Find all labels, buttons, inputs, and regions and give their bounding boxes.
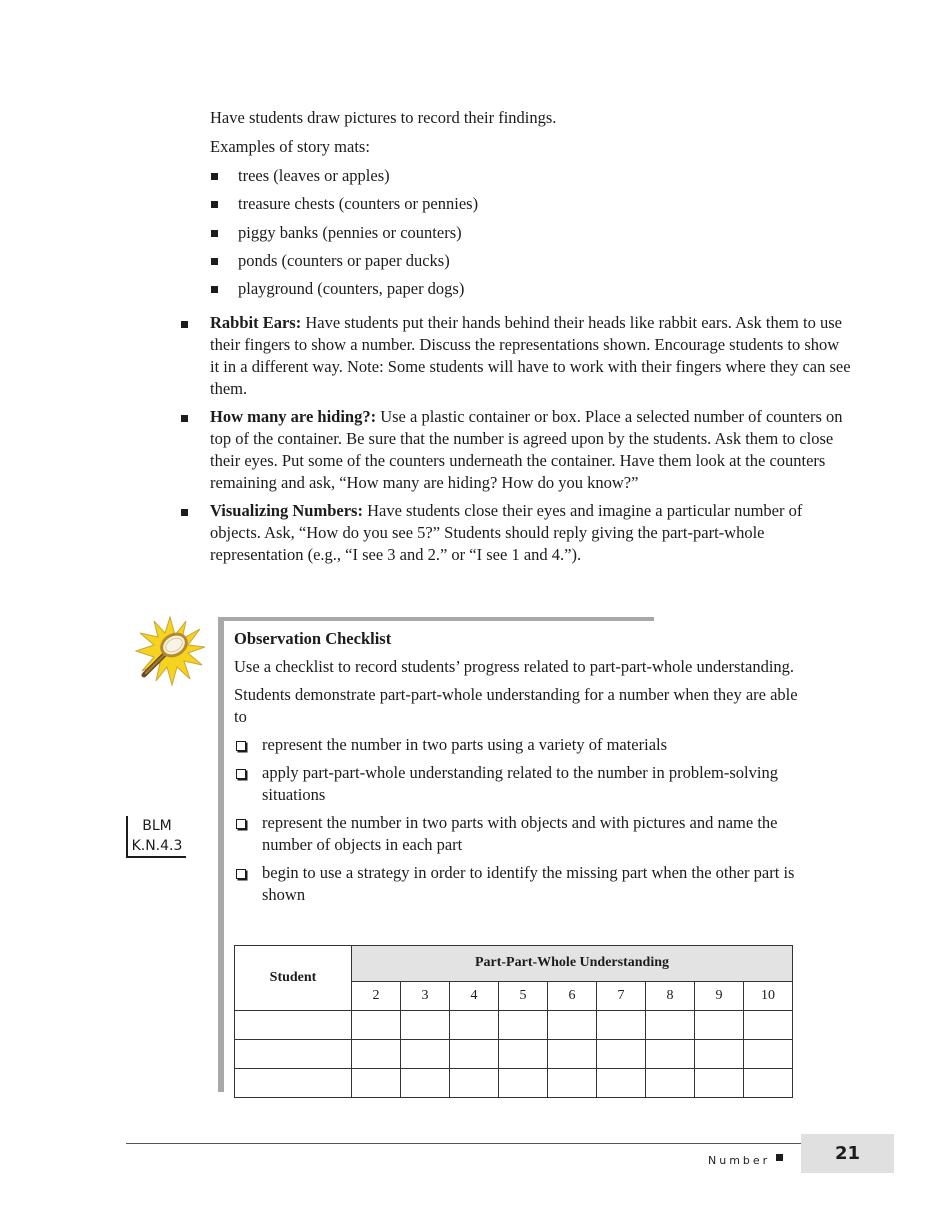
number-header: 5 (499, 981, 548, 1010)
table-row (235, 1069, 793, 1098)
bullet-square-icon (211, 230, 218, 237)
footer-section-label: Number (708, 1154, 771, 1167)
criteria-list (234, 734, 804, 906)
table-cell[interactable] (597, 1011, 646, 1040)
table-cell[interactable] (744, 1069, 793, 1098)
table-cell[interactable] (352, 1040, 401, 1069)
table-cell[interactable] (695, 1011, 744, 1040)
checklist-top-rule (218, 617, 654, 621)
bullet-square-icon (211, 286, 218, 293)
list-item: playground (counters, paper dogs) (210, 278, 830, 306)
blm-reference: BLM K.N.4.3 (126, 816, 186, 858)
intro-section (210, 107, 830, 306)
student-name-cell[interactable] (235, 1040, 352, 1069)
criteria-item: represent the number in two parts using a variety of materials (234, 734, 804, 756)
table-cell[interactable] (401, 1011, 450, 1040)
checklist-title: Observation Checklist (234, 629, 392, 648)
table-cell[interactable] (401, 1040, 450, 1069)
number-header: 8 (646, 981, 695, 1010)
bullet-square-icon (181, 509, 188, 516)
number-header: 2 (352, 981, 401, 1010)
checkbox-icon (236, 869, 246, 879)
number-header: 6 (548, 981, 597, 1010)
table-cell[interactable] (548, 1040, 597, 1069)
activity-how-many-hiding: How many are hiding?: Use a plastic container or box. Place a selected number of counters on top of the container. Be sure that the number is agreed upon by the students. Ask them to close their eyes. Put some of the counters underneath the container. Have them look at the counters remaining and ask, “How many are hiding? How do you know?” (180, 406, 852, 494)
checkbox-icon (236, 819, 246, 829)
observation-table (234, 945, 793, 1098)
number-header: 7 (597, 981, 646, 1010)
table-cell[interactable] (352, 1069, 401, 1098)
footer-rule (126, 1143, 802, 1144)
page-number: 21 (801, 1134, 894, 1173)
story-mats-list (210, 165, 830, 306)
list-item: treasure chests (counters or pennies) (210, 193, 830, 221)
number-header: 9 (695, 981, 744, 1010)
table-cell[interactable] (695, 1069, 744, 1098)
table-cell[interactable] (499, 1040, 548, 1069)
bullet-square-icon (211, 201, 218, 208)
table-cell[interactable] (597, 1040, 646, 1069)
criteria-item: apply part-part-whole understanding related to the number in problem-solving situations (234, 762, 804, 806)
table-cell[interactable] (450, 1011, 499, 1040)
table-cell[interactable] (499, 1011, 548, 1040)
list-item: trees (leaves or apples) (210, 165, 830, 193)
table-cell[interactable] (744, 1011, 793, 1040)
observation-checklist (234, 628, 804, 912)
table-cell[interactable] (646, 1011, 695, 1040)
number-header: 3 (401, 981, 450, 1010)
table-cell[interactable] (646, 1069, 695, 1098)
bullet-square-icon (211, 258, 218, 265)
table-cell[interactable] (450, 1069, 499, 1098)
table-cell[interactable] (548, 1069, 597, 1098)
student-name-cell[interactable] (235, 1069, 352, 1098)
table-cell[interactable] (548, 1011, 597, 1040)
table-cell[interactable] (352, 1011, 401, 1040)
checklist-criteria-intro: Students demonstrate part-part-whole understanding for a number when they are able to (234, 685, 798, 726)
magnifying-glass-icon (134, 615, 206, 687)
intro-line-examples: Examples of story mats: (210, 137, 370, 156)
table-cell[interactable] (401, 1069, 450, 1098)
checklist-side-rule (218, 617, 224, 1092)
bullet-square-icon (181, 415, 188, 422)
activities-list (180, 312, 852, 572)
table-cell[interactable] (597, 1069, 646, 1098)
criteria-item: represent the number in two parts with objects and with pictures and name the number of objects in each part (234, 812, 804, 856)
student-column-header: Student (235, 946, 352, 1011)
checkbox-icon (236, 769, 246, 779)
checkbox-icon (236, 741, 246, 751)
understanding-column-header: Part-Part-Whole Understanding (352, 946, 793, 982)
list-item: piggy banks (pennies or counters) (210, 222, 830, 250)
table-row (235, 1011, 793, 1040)
number-header: 4 (450, 981, 499, 1010)
table-row (235, 1040, 793, 1069)
table-cell[interactable] (744, 1040, 793, 1069)
criteria-item: begin to use a strategy in order to identify the missing part when the other part is shown (234, 862, 804, 906)
list-item: ponds (counters or paper ducks) (210, 250, 830, 278)
intro-line-draw: Have students draw pictures to record their findings. (210, 108, 557, 127)
footer-square-icon (776, 1154, 783, 1161)
table-cell[interactable] (646, 1040, 695, 1069)
checklist-intro: Use a checklist to record students’ progress related to part-part-whole understanding. (234, 657, 795, 676)
table-cell[interactable] (499, 1069, 548, 1098)
bullet-square-icon (211, 173, 218, 180)
table-cell[interactable] (695, 1040, 744, 1069)
activity-rabbit-ears: Rabbit Ears: Have students put their hands behind their heads like rabbit ears. Ask them to use their fingers to show a number. Discuss the representations shown. Encourage students to show it in a different way. Note: Some students will have to work with their fingers where they can see them. (180, 312, 852, 400)
activity-visualizing-numbers: Visualizing Numbers: Have students close their eyes and imagine a particular number of objects. Ask, “How do you see 5?” Students should reply giving the part-part-whole representation (e.g., “I see 3 and 2.” or “I see 1 and 4.”). (180, 500, 852, 566)
table-cell[interactable] (450, 1040, 499, 1069)
student-name-cell[interactable] (235, 1011, 352, 1040)
bullet-square-icon (181, 321, 188, 328)
number-header: 10 (744, 981, 793, 1010)
